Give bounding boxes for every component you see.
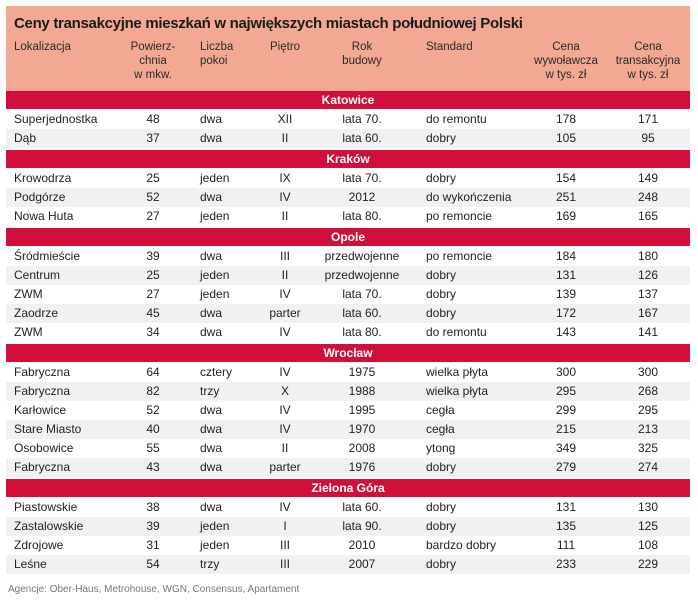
col-location bbox=[14, 40, 71, 54]
cell-area: 55 bbox=[146, 441, 160, 455]
cell-year: 1970 bbox=[348, 422, 376, 436]
col-area-line2: chnia bbox=[139, 55, 167, 67]
cell-area: 45 bbox=[146, 306, 160, 320]
cell-floor: I bbox=[283, 519, 287, 533]
cell-rooms: jeden bbox=[200, 209, 230, 223]
cell-std: do wykończenia bbox=[426, 190, 512, 204]
cell-year: lata 60. bbox=[342, 500, 382, 514]
cell-std: ytong bbox=[426, 441, 456, 455]
cell-std: dobry bbox=[426, 519, 457, 533]
cell-floor: IX bbox=[279, 171, 291, 185]
cell-loc: ZWM bbox=[14, 287, 43, 301]
cell-area: 34 bbox=[146, 325, 160, 339]
table-row bbox=[6, 363, 690, 382]
cell-year: lata 90. bbox=[342, 519, 382, 533]
cell-floor: III bbox=[279, 557, 290, 571]
cell-std: cegła bbox=[426, 403, 455, 417]
cell-year: lata 80. bbox=[342, 325, 382, 339]
cell-floor: XII bbox=[277, 112, 293, 126]
cell-std: dobry bbox=[426, 268, 457, 282]
cell-ask: 300 bbox=[555, 365, 577, 379]
cell-fin: 126 bbox=[637, 268, 659, 282]
table-row bbox=[6, 323, 690, 342]
cell-floor: IV bbox=[279, 287, 291, 301]
table-row bbox=[6, 382, 690, 401]
cell-floor: IV bbox=[279, 500, 291, 514]
col-asking-line2: wywoławcza bbox=[534, 55, 598, 67]
cell-fin: 295 bbox=[637, 403, 659, 417]
col-area bbox=[118, 40, 188, 82]
cell-rooms: jeden bbox=[200, 519, 230, 533]
table-body bbox=[6, 91, 690, 574]
cell-loc: Superjednostka bbox=[14, 112, 98, 126]
cell-rooms: jeden bbox=[200, 171, 230, 185]
table-header bbox=[6, 6, 690, 91]
col-rooms-line2: pokoi bbox=[200, 55, 228, 67]
cell-floor: IV bbox=[279, 190, 291, 204]
table-row bbox=[6, 169, 690, 188]
cell-loc: Piastowskie bbox=[14, 500, 78, 514]
cell-area: 52 bbox=[146, 403, 160, 417]
col-asking bbox=[526, 40, 606, 82]
cell-floor: II bbox=[281, 268, 289, 282]
cell-fin: 95 bbox=[641, 131, 655, 145]
cell-ask: 295 bbox=[555, 384, 577, 398]
cell-area: 38 bbox=[146, 500, 160, 514]
cell-ask: 251 bbox=[555, 190, 577, 204]
cell-floor: II bbox=[281, 131, 289, 145]
table-row bbox=[6, 498, 690, 517]
cell-fin: 165 bbox=[637, 209, 659, 223]
table-row bbox=[6, 555, 690, 574]
cell-ask: 131 bbox=[555, 500, 577, 514]
cell-rooms: dwa bbox=[200, 422, 223, 436]
cell-fin: 213 bbox=[637, 422, 659, 436]
table-row bbox=[6, 458, 690, 477]
cell-area: 82 bbox=[146, 384, 160, 398]
col-floor-label: Piętro bbox=[270, 41, 301, 53]
cell-loc: Fabryczna bbox=[14, 365, 71, 379]
cell-year: 1995 bbox=[348, 403, 376, 417]
cell-fin: 149 bbox=[637, 171, 659, 185]
cell-loc: Karłowice bbox=[14, 403, 67, 417]
cell-area: 43 bbox=[146, 460, 160, 474]
table-row bbox=[6, 536, 690, 555]
cell-area: 40 bbox=[146, 422, 160, 436]
table-row bbox=[6, 439, 690, 458]
cell-ask: 143 bbox=[555, 325, 577, 339]
cell-std: dobry bbox=[426, 131, 457, 145]
cell-rooms: dwa bbox=[200, 325, 223, 339]
cell-area: 27 bbox=[146, 209, 160, 223]
cell-floor: IV bbox=[279, 403, 291, 417]
cell-area: 27 bbox=[146, 287, 160, 301]
cell-area: 25 bbox=[146, 171, 160, 185]
cell-fin: 125 bbox=[637, 519, 659, 533]
table-row bbox=[6, 285, 690, 304]
col-final-line2: transakcyjna bbox=[615, 55, 681, 67]
cell-rooms: jeden bbox=[200, 268, 230, 282]
cell-floor: parter bbox=[269, 306, 301, 320]
cell-fin: 167 bbox=[637, 306, 659, 320]
cell-std: dobry bbox=[426, 557, 457, 571]
cell-year: lata 80. bbox=[342, 209, 382, 223]
cell-ask: 131 bbox=[555, 268, 577, 282]
cell-loc: Fabryczna bbox=[14, 460, 71, 474]
table-row bbox=[6, 420, 690, 439]
section-header: Kraków bbox=[6, 150, 690, 168]
col-year-line1: Rok bbox=[351, 41, 373, 53]
cell-year: 1975 bbox=[348, 365, 376, 379]
table-row bbox=[6, 207, 690, 226]
cell-year: 2007 bbox=[348, 557, 376, 571]
cell-std: cegła bbox=[426, 422, 455, 436]
cell-loc: Zaodrze bbox=[14, 306, 59, 320]
cell-year: lata 70. bbox=[342, 171, 382, 185]
cell-fin: 229 bbox=[637, 557, 659, 571]
cell-fin: 268 bbox=[637, 384, 659, 398]
col-asking-line3: w tys. zł bbox=[545, 69, 587, 81]
col-asking-line1: Cena bbox=[552, 41, 580, 53]
cell-year: 2008 bbox=[348, 441, 376, 455]
cell-year: lata 60. bbox=[342, 306, 382, 320]
cell-loc: Dąb bbox=[14, 131, 37, 145]
cell-std: wielka płyta bbox=[426, 365, 489, 379]
cell-year: 1976 bbox=[348, 460, 376, 474]
cell-rooms: dwa bbox=[200, 131, 223, 145]
cell-std: po remoncie bbox=[426, 209, 493, 223]
price-table bbox=[6, 6, 690, 574]
cell-fin: 108 bbox=[637, 538, 659, 552]
cell-std: do remontu bbox=[426, 325, 487, 339]
cell-std: dobry bbox=[426, 171, 457, 185]
table-row bbox=[6, 266, 690, 285]
col-rooms bbox=[200, 40, 233, 68]
cell-std: dobry bbox=[426, 306, 457, 320]
cell-loc: ZWM bbox=[14, 325, 43, 339]
cell-std: dobry bbox=[426, 460, 457, 474]
cell-rooms: dwa bbox=[200, 112, 223, 126]
cell-std: wielka płyta bbox=[426, 384, 489, 398]
cell-fin: 130 bbox=[637, 500, 659, 514]
cell-area: 39 bbox=[146, 249, 160, 263]
cell-loc: Leśne bbox=[14, 557, 47, 571]
cell-floor: IV bbox=[279, 325, 291, 339]
table-row bbox=[6, 188, 690, 207]
cell-fin: 300 bbox=[637, 365, 659, 379]
section-header: Katowice bbox=[6, 91, 690, 109]
cell-area: 54 bbox=[146, 557, 160, 571]
cell-rooms: trzy bbox=[200, 557, 220, 571]
cell-fin: 274 bbox=[637, 460, 659, 474]
cell-std: dobry bbox=[426, 287, 457, 301]
cell-year: lata 70. bbox=[342, 287, 382, 301]
cell-loc: Centrum bbox=[14, 268, 61, 282]
cell-ask: 154 bbox=[555, 171, 577, 185]
cell-loc: Śródmieście bbox=[14, 249, 81, 263]
cell-year: lata 70. bbox=[342, 112, 382, 126]
cell-ask: 279 bbox=[555, 460, 577, 474]
cell-ask: 105 bbox=[555, 131, 577, 145]
cell-std: do remontu bbox=[426, 112, 487, 126]
cell-year: przedwojenne bbox=[324, 268, 400, 282]
cell-rooms: dwa bbox=[200, 306, 223, 320]
cell-area: 31 bbox=[146, 538, 160, 552]
col-final bbox=[610, 40, 686, 82]
cell-fin: 180 bbox=[637, 249, 659, 263]
cell-ask: 111 bbox=[556, 538, 576, 552]
cell-rooms: jeden bbox=[200, 538, 230, 552]
cell-area: 37 bbox=[146, 131, 160, 145]
cell-area: 64 bbox=[146, 365, 160, 379]
cell-rooms: dwa bbox=[200, 190, 223, 204]
cell-area: 52 bbox=[146, 190, 160, 204]
cell-loc: Podgórze bbox=[14, 190, 66, 204]
cell-ask: 135 bbox=[555, 519, 577, 533]
cell-loc: Stare Miasto bbox=[14, 422, 82, 436]
cell-fin: 141 bbox=[637, 325, 659, 339]
cell-floor: IV bbox=[279, 365, 291, 379]
table-row bbox=[6, 304, 690, 323]
col-standard bbox=[426, 40, 473, 54]
col-final-line3: w tys. zł bbox=[627, 69, 669, 81]
cell-std: dobry bbox=[426, 500, 457, 514]
cell-loc: Zdrojowe bbox=[14, 538, 64, 552]
cell-year: 1988 bbox=[348, 384, 376, 398]
cell-loc: Osobowice bbox=[14, 441, 74, 455]
section-header: Zielona Góra bbox=[6, 479, 690, 497]
col-final-line1: Cena bbox=[634, 41, 662, 53]
cell-ask: 299 bbox=[555, 403, 577, 417]
table-row bbox=[6, 401, 690, 420]
table-row bbox=[6, 247, 690, 266]
table-row bbox=[6, 129, 690, 148]
col-location-label: Lokalizacja bbox=[14, 41, 71, 53]
cell-area: 48 bbox=[146, 112, 160, 126]
cell-rooms: dwa bbox=[200, 441, 223, 455]
cell-ask: 172 bbox=[555, 306, 577, 320]
cell-rooms: dwa bbox=[200, 403, 223, 417]
cell-year: 2010 bbox=[348, 538, 376, 552]
cell-ask: 178 bbox=[555, 112, 577, 126]
cell-floor: II bbox=[281, 209, 289, 223]
cell-fin: 248 bbox=[637, 190, 659, 204]
cell-area: 39 bbox=[146, 519, 160, 533]
cell-ask: 349 bbox=[555, 441, 577, 455]
cell-rooms: trzy bbox=[200, 384, 220, 398]
section-header: Wrocław bbox=[6, 344, 690, 362]
cell-rooms: jeden bbox=[200, 287, 230, 301]
table-row bbox=[6, 517, 690, 536]
cell-loc: Fabryczna bbox=[14, 384, 71, 398]
cell-loc: Nowa Huta bbox=[14, 209, 74, 223]
cell-ask: 233 bbox=[555, 557, 577, 571]
cell-rooms: dwa bbox=[200, 249, 223, 263]
cell-floor: IV bbox=[279, 422, 291, 436]
cell-floor: X bbox=[280, 384, 289, 398]
col-standard-label: Standard bbox=[426, 41, 473, 53]
table-title: Ceny transakcyjne mieszkań w największych miastach południowej Polski bbox=[14, 15, 523, 32]
col-year bbox=[322, 40, 402, 68]
col-floor bbox=[270, 40, 300, 54]
cell-rooms: dwa bbox=[200, 460, 223, 474]
cell-fin: 137 bbox=[637, 287, 659, 301]
cell-floor: III bbox=[279, 538, 290, 552]
cell-std: bardzo dobry bbox=[426, 538, 497, 552]
cell-ask: 169 bbox=[555, 209, 577, 223]
cell-floor: parter bbox=[269, 460, 301, 474]
cell-fin: 171 bbox=[637, 112, 659, 126]
cell-std: po remoncie bbox=[426, 249, 493, 263]
cell-rooms: dwa bbox=[200, 500, 223, 514]
cell-ask: 139 bbox=[555, 287, 577, 301]
cell-year: przedwojenne bbox=[324, 249, 400, 263]
cell-area: 25 bbox=[146, 268, 160, 282]
section-header: Opole bbox=[6, 228, 690, 246]
cell-year: 2012 bbox=[348, 190, 376, 204]
source-note: Agencje: Ober-Haus, Metrohouse, WGN, Consensus, Apartament bbox=[8, 584, 300, 595]
cell-rooms: cztery bbox=[200, 365, 233, 379]
cell-ask: 215 bbox=[555, 422, 577, 436]
cell-floor: II bbox=[281, 441, 289, 455]
col-year-line2: budowy bbox=[342, 55, 382, 67]
table-row bbox=[6, 110, 690, 129]
cell-ask: 184 bbox=[555, 249, 577, 263]
cell-loc: Zastalowskie bbox=[14, 519, 84, 533]
cell-fin: 325 bbox=[637, 441, 659, 455]
col-rooms-line1: Liczba bbox=[200, 41, 234, 53]
cell-floor: III bbox=[279, 249, 290, 263]
col-area-line1: Powierz- bbox=[130, 41, 176, 53]
col-area-line3: w mkw. bbox=[134, 69, 172, 81]
cell-loc: Krowodrza bbox=[14, 171, 72, 185]
cell-year: lata 60. bbox=[342, 131, 382, 145]
